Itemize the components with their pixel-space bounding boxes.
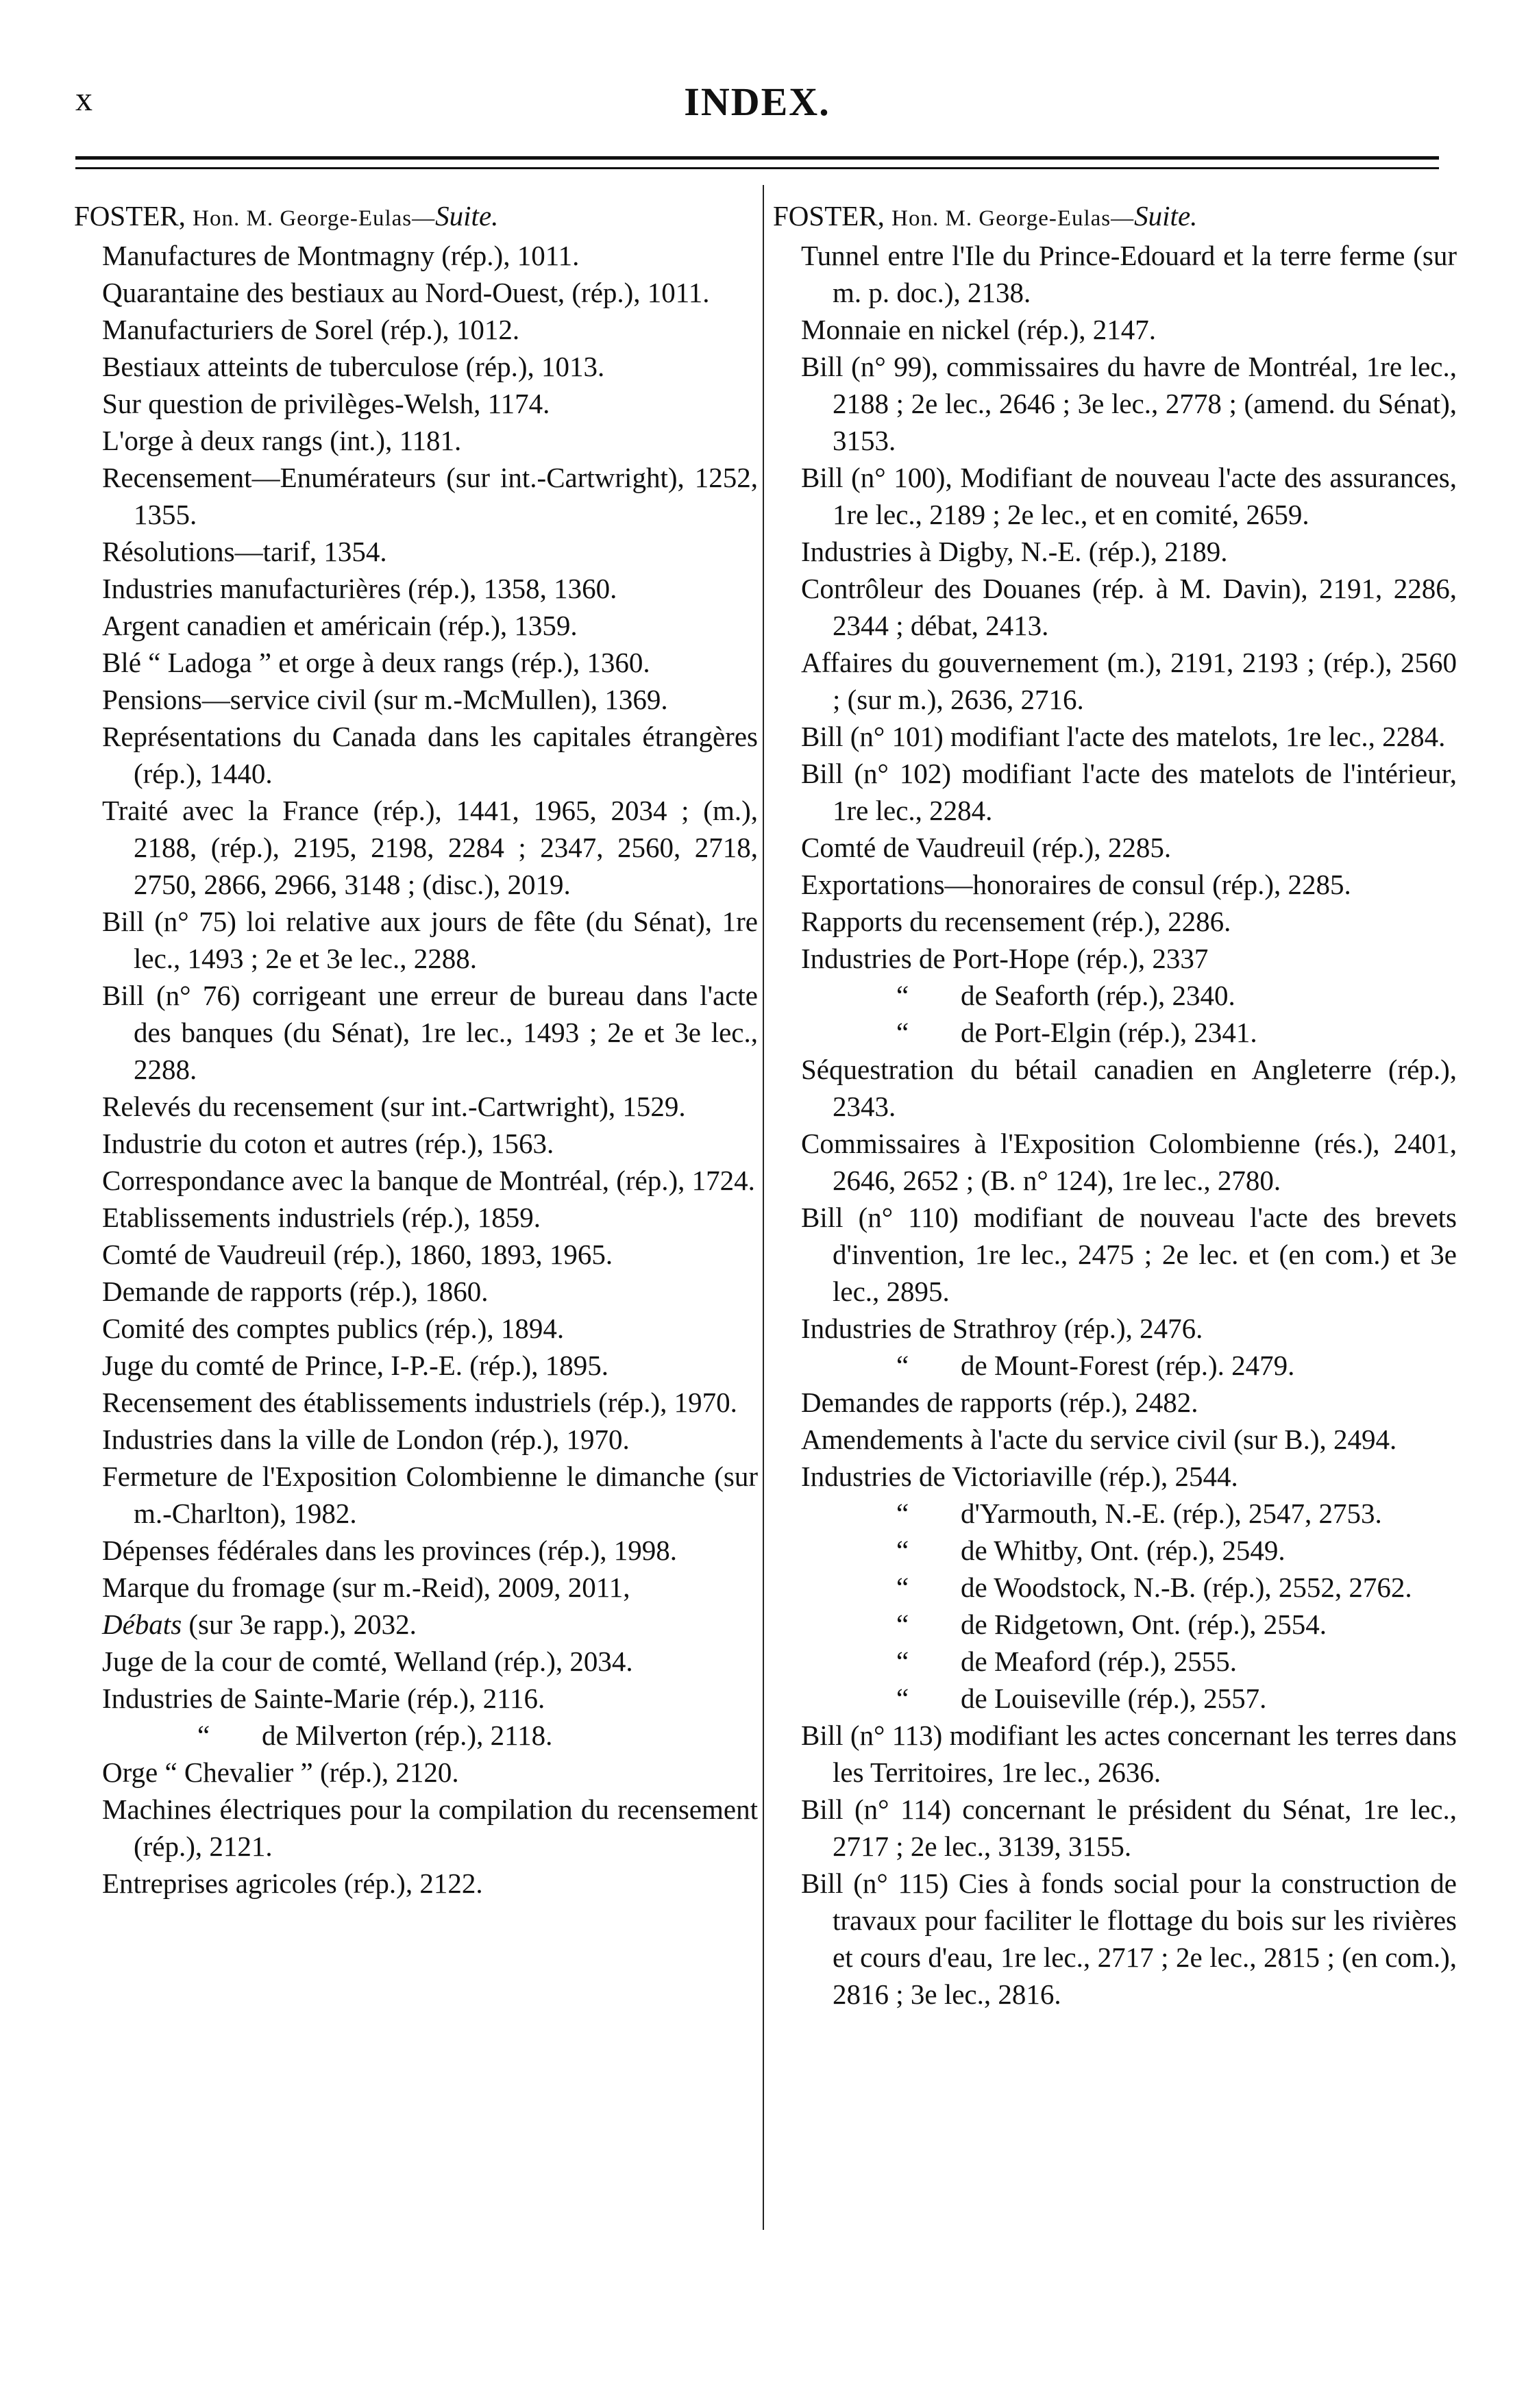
index-entry: Comté de Vaudreuil (rép.), 2285. xyxy=(801,832,1172,863)
index-entry: Bill (n° 113) modifiant les actes concernant les terres dans les Territoires, 1re lec., 2636. xyxy=(801,1720,1457,1788)
index-entry: Résolutions—tarif, 1354. xyxy=(102,536,387,567)
index-entry: Bill (n° 102) modifiant l'acte des matelots de l'intérieur, 1re lec., 2284. xyxy=(801,758,1457,826)
index-entry: Comité des comptes publics (rép.), 1894. xyxy=(102,1313,565,1344)
page-title: INDEX. xyxy=(684,79,830,124)
ditto-text: de Meaford (rép.), 2555. xyxy=(961,1646,1238,1677)
ditto-mark: “ xyxy=(896,1017,909,1048)
index-entry-ditto xyxy=(773,977,1457,1014)
ditto-mark: “ xyxy=(896,1498,909,1529)
index-entry: Etablissements industriels (rép.), 1859. xyxy=(102,1202,541,1233)
ditto-text: de Ridgetown, Ont. (rép.), 2554. xyxy=(961,1609,1327,1640)
index-entry-ditto xyxy=(773,1347,1457,1384)
index-entry: Industrie du coton et autres (rép.), 1563. xyxy=(102,1128,554,1159)
ditto-text: de Seaforth (rép.), 2340. xyxy=(961,980,1235,1011)
index-entry: Débats (sur 3e rapp.), 2032. xyxy=(102,1609,417,1640)
ditto-text: de Woodstock, N.-B. (rép.), 2552, 2762. xyxy=(961,1572,1412,1603)
ditto-mark: “ xyxy=(896,980,909,1011)
index-entry: Représentations du Canada dans les capitales étrangères (rép.), 1440. xyxy=(102,721,758,789)
ditto-text: de Mount-Forest (rép.). 2479. xyxy=(961,1350,1295,1381)
index-entry-ditto xyxy=(773,1606,1457,1643)
right-entry-list xyxy=(773,237,1457,2013)
heading-name: FOSTER, xyxy=(773,200,892,232)
index-entry: Bill (n° 100), Modifiant de nouveau l'acte des assurances, 1re lec., 2189 ; 2e lec., et en comité, 2659. xyxy=(801,462,1457,530)
ditto-mark: “ xyxy=(896,1572,909,1603)
heading-suffix: Suite. xyxy=(1134,200,1198,232)
ditto-mark: “ xyxy=(896,1535,909,1566)
index-entry: Comté de Vaudreuil (rép.), 1860, 1893, 1965. xyxy=(102,1239,613,1270)
index-entry: Industries de Strathroy (rép.), 2476. xyxy=(801,1313,1203,1344)
right-column-heading xyxy=(773,197,1457,237)
index-entry-ditto xyxy=(773,1532,1457,1569)
index-entry: Argent canadien et américain (rép.), 1359. xyxy=(102,610,578,641)
index-entry: Recensement—Enumérateurs (sur int.-Cartwright), 1252, 1355. xyxy=(102,462,758,530)
index-entry: Machines électriques pour la compilation du recensement (rép.), 2121. xyxy=(102,1793,758,1862)
index-entry: Rapports du recensement (rép.), 2286. xyxy=(801,906,1231,937)
index-entry: Industries dans la ville de London (rép.), 1970. xyxy=(102,1424,630,1455)
index-entry: Industries à Digby, N.-E. (rép.), 2189. xyxy=(801,536,1228,567)
index-entry: Dépenses fédérales dans les provinces (rép.), 1998. xyxy=(102,1535,678,1566)
index-entry: Juge de la cour de comté, Welland (rép.), 2034. xyxy=(102,1646,633,1677)
index-entry: Quarantaine des bestiaux au Nord-Ouest, (rép.), 1011. xyxy=(102,277,710,308)
index-entry: Bestiaux atteints de tuberculose (rép.), 1013. xyxy=(102,351,605,382)
index-entry: Relevés du recensement (sur int.-Cartwright), 1529. xyxy=(102,1091,686,1122)
index-entry: Pensions—service civil (sur m.-McMullen), 1369. xyxy=(102,684,668,715)
ditto-mark: “ xyxy=(896,1350,909,1381)
heading-suffix: Suite. xyxy=(435,200,499,232)
index-entry: Bill (n° 115) Cies à fonds social pour la construction de travaux pour faciliter le flottage du bois sur les rivières et cours d'eau, 1re lec., 2717 ; 2e lec., 2815 ; (en com.), 2816 ; 3e lec., 2816. xyxy=(801,1867,1457,2010)
index-entry: Manufacturiers de Sorel (rép.), 1012. xyxy=(102,314,520,345)
index-entry-ditto xyxy=(773,1014,1457,1051)
index-entry: Industries de Sainte-Marie (rép.), 2116. xyxy=(102,1683,545,1714)
index-entry: Orge “ Chevalier ” (rép.), 2120. xyxy=(102,1757,459,1788)
index-entry: Sur question de privilèges-Welsh, 1174. xyxy=(102,388,550,419)
index-entry: Demandes de rapports (rép.), 2482. xyxy=(801,1387,1198,1418)
index-entry: Affaires du gouvernement (m.), 2191, 2193 ; (rép.), 2560 ; (sur m.), 2636, 2716. xyxy=(801,647,1457,715)
right-column xyxy=(773,197,1457,2013)
index-entry: Juge du comté de Prince, I-P.-E. (rép.), 1895. xyxy=(102,1350,608,1381)
heading-name: FOSTER, xyxy=(74,200,193,232)
index-entry: Demande de rapports (rép.), 1860. xyxy=(102,1276,489,1307)
index-entry: Bill (n° 101) modifiant l'acte des matelots, 1re lec., 2284. xyxy=(801,721,1446,752)
page-header xyxy=(75,72,1439,134)
ditto-mark: “ xyxy=(197,1720,210,1751)
ditto-text: de Milverton (rép.), 2118. xyxy=(262,1720,553,1751)
index-entry-ditto xyxy=(773,1495,1457,1532)
index-entry: Industries de Port-Hope (rép.), 2337 xyxy=(801,943,1209,974)
index-entry: Monnaie en nickel (rép.), 2147. xyxy=(801,314,1157,345)
ditto-text: de Whitby, Ont. (rép.), 2549. xyxy=(961,1535,1285,1566)
header-rule-thin xyxy=(75,167,1439,169)
index-entry: Commissaires à l'Exposition Colombienne (rés.), 2401, 2646, 2652 ; (B. n° 124), 1re lec., 2780. xyxy=(801,1128,1457,1196)
index-entry: Industries de Victoriaville (rép.), 2544. xyxy=(801,1461,1238,1492)
index-entry: Tunnel entre l'Ile du Prince-Edouard et la terre ferme (sur m. p. doc.), 2138. xyxy=(801,240,1457,308)
left-entry-list xyxy=(74,237,758,1902)
index-entry-ditto xyxy=(773,1569,1457,1606)
index-entry: Traité avec la France (rép.), 1441, 1965, 2034 ; (m.), 2188, (rép.), 2195, 2198, 2284 ; 2347, 2560, 2718, 2750, 2866, 2966, 3148 ; (disc.), 2019. xyxy=(102,795,758,900)
ditto-text: de Port-Elgin (rép.), 2341. xyxy=(961,1017,1257,1048)
ditto-mark: “ xyxy=(896,1609,909,1640)
index-entry: Bill (n° 114) concernant le président du Sénat, 1re lec., 2717 ; 2e lec., 3139, 3155. xyxy=(801,1793,1457,1862)
index-entry: Exportations—honoraires de consul (rép.), 2285. xyxy=(801,869,1351,900)
header-rule-thick xyxy=(75,156,1439,160)
index-entry: Manufactures de Montmagny (rép.), 1011. xyxy=(102,240,580,271)
column-divider xyxy=(763,185,764,2230)
index-entry: Bill (n° 99), commissaires du havre de Montréal, 1re lec., 2188 ; 2e lec., 2646 ; 3e lec., 2778 ; (amend. du Sénat), 3153. xyxy=(801,351,1457,456)
index-entry: Amendements à l'acte du service civil (sur B.), 2494. xyxy=(801,1424,1397,1455)
index-entry: Bill (n° 76) corrigeant une erreur de bureau dans l'acte des banques (du Sénat), 1re lec., 1493 ; 2e et 3e lec., 2288. xyxy=(102,980,758,1085)
index-entry: Industries manufacturières (rép.), 1358, 1360. xyxy=(102,573,617,604)
heading-honorific: Hon. M. George-Eulas— xyxy=(193,206,436,231)
index-entry: Marque du fromage (sur m.-Reid), 2009, 2011, xyxy=(102,1572,630,1603)
ditto-mark: “ xyxy=(896,1683,909,1714)
ditto-text: de Louiseville (rép.), 2557. xyxy=(961,1683,1267,1714)
index-entry: Bill (n° 110) modifiant de nouveau l'acte des brevets d'invention, 1re lec., 2475 ; 2e lec. et (en com.) et 3e lec., 2895. xyxy=(801,1202,1457,1307)
page-number: x xyxy=(75,79,93,118)
index-entry: L'orge à deux rangs (int.), 1181. xyxy=(102,425,462,456)
heading-honorific: Hon. M. George-Eulas— xyxy=(891,206,1135,231)
index-entry: Correspondance avec la banque de Montréal, (rép.), 1724. xyxy=(102,1165,755,1196)
index-entry-ditto xyxy=(773,1643,1457,1680)
index-entry: Séquestration du bétail canadien en Angleterre (rép.), 2343. xyxy=(801,1054,1457,1122)
left-column xyxy=(74,197,758,1902)
index-entry: Contrôleur des Douanes (rép. à M. Davin), 2191, 2286, 2344 ; débat, 2413. xyxy=(801,573,1457,641)
index-entry: Entreprises agricoles (rép.), 2122. xyxy=(102,1867,483,1899)
index-entry-ditto xyxy=(74,1717,758,1754)
ditto-text: d'Yarmouth, N.-E. (rép.), 2547, 2753. xyxy=(961,1498,1382,1529)
index-entry-ditto xyxy=(773,1680,1457,1717)
index-entry: Blé “ Ladoga ” et orge à deux rangs (rép.), 1360. xyxy=(102,647,650,678)
index-entry: Bill (n° 75) loi relative aux jours de fête (du Sénat), 1re lec., 1493 ; 2e et 3e lec., 2288. xyxy=(102,906,758,974)
index-entry: Recensement des établissements industriels (rép.), 1970. xyxy=(102,1387,737,1418)
left-column-heading xyxy=(74,197,758,237)
ditto-mark: “ xyxy=(896,1646,909,1677)
index-entry: Fermeture de l'Exposition Colombienne le dimanche (sur m.-Charlton), 1982. xyxy=(102,1461,758,1529)
